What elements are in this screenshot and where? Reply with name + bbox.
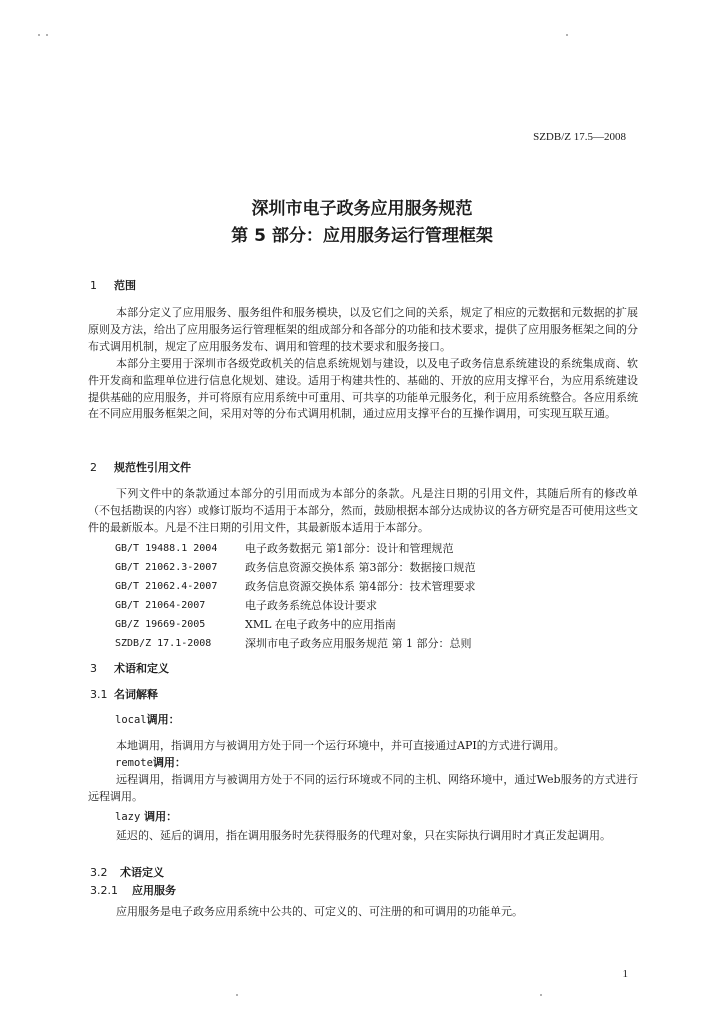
term-suffix: 调用：	[140, 810, 178, 823]
scan-speck	[566, 34, 568, 36]
term-remote-definition: 远程调用，指调用方与被调用方处于不同的运行环境或不同的主机、网络环境中，通过Web服务的方式进行远程调用。	[88, 773, 638, 803]
subsection-number: 3.2.1	[90, 884, 118, 897]
reference-item	[115, 615, 476, 634]
section-title: 规范性引用文件	[114, 461, 191, 474]
reference-code: SZDB/Z 17.1-2008	[115, 638, 212, 650]
scan-speck	[46, 34, 48, 36]
reference-item	[115, 577, 476, 596]
document-subtitle: 第 5 部分：应用服务运行管理框架	[231, 226, 493, 246]
page-number: 1	[622, 968, 628, 980]
reference-list	[115, 539, 476, 654]
term-lazy	[115, 808, 177, 824]
reference-code: GB/T 21064-2007	[115, 600, 206, 612]
document-title: 深圳市电子政务应用服务规范	[251, 199, 473, 219]
scope-paragraph-1: 本部分定义了应用服务、服务组件和服务模块，以及它们之间的关系，规定了相应的元数据和元数据的扩展原则及方法，给出了应用服务运行管理框架的组成部分和各部分的功能和技术要求，提供了应用服务框架之间的分布式调用机制，规定了应用服务发布、调用和管理的技术要求和服务接口。	[88, 306, 638, 353]
reference-title: 电子政务系统总体设计要求	[245, 599, 377, 613]
section-heading-references	[90, 459, 191, 475]
scan-speck	[38, 34, 40, 36]
term-latin: remote	[115, 757, 153, 769]
scan-speck	[236, 994, 238, 996]
section-title: 术语和定义	[114, 662, 169, 675]
subsection-title: 应用服务	[132, 884, 176, 897]
section-title: 范围	[114, 279, 136, 292]
reference-item	[115, 634, 476, 653]
reference-code: GB/T 21062.4-2007	[115, 581, 218, 593]
section-number: 1	[90, 279, 97, 292]
section-number: 2	[90, 461, 97, 474]
reference-code: GB/T 19488.1 2004	[115, 543, 218, 554]
section-heading-terms	[90, 660, 169, 676]
document-code: SZDB/Z 17.5—2008	[533, 131, 626, 143]
application-service-definition: 应用服务是电子政务应用系统中公共的、可定义的、可注册的和可调用的功能单元。	[116, 905, 523, 918]
reference-item	[115, 596, 476, 615]
term-latin: lazy	[115, 811, 141, 823]
subsection-number: 3.2	[90, 866, 108, 879]
references-paragraph: 下列文件中的条款通过本部分的引用而成为本部分的条款。凡是注日期的引用文件，其随后所有的修改单（不包括勘误的内容）或修订版均不适用于本部分，然而，鼓励根据本部分达成协议的各方研究是否可使用这些文件的最新版本。凡是不注日期的引用文件，其最新版本适用于本部分。	[88, 487, 638, 534]
subsection-heading-glossary	[90, 686, 158, 702]
term-remote	[115, 754, 186, 770]
scan-speck	[540, 994, 542, 996]
reference-title: 电子政务数据元 第1部分：设计和管理规范	[245, 542, 454, 555]
term-local	[115, 711, 180, 727]
term-lazy-definition: 延迟的、延后的调用，指在调用服务时先获得服务的代理对象，只在实际执行调用时才真正发起调用。	[116, 829, 611, 842]
subsection-title: 名词解释	[114, 688, 158, 701]
subsection-number: 3.1	[90, 688, 108, 701]
reference-title: 深圳市电子政务应用服务规范 第 1 部分：总则	[245, 637, 472, 651]
reference-title: 政务信息资源交换体系 第4部分：技术管理要求	[245, 580, 476, 594]
reference-code: GB/T 21062.3-2007	[115, 562, 218, 574]
term-suffix: 调用：	[152, 756, 186, 769]
subsection-title: 术语定义	[120, 866, 164, 879]
subsection-heading-application-service	[90, 882, 176, 898]
reference-item	[115, 539, 476, 558]
section-number: 3	[90, 662, 97, 675]
scope-paragraph-2: 本部分主要用于深圳市各级党政机关的信息系统规划与建设，以及电子政务信息系统建设的系统集成商、软件开发商和监理单位进行信息化规划、建设。适用于构建共性的、基础的、开放的应用支撑平台，为应用系统建设提供基础的应用服务，并可将原有应用系统中可重用、可共享的功能单元服务化，利于应用系统整合。各应用系统在不同应用服务框架之间，采用对等的分布式调用机制，通过应用支撑平台的互操作调用，可实现互联互通。	[88, 357, 638, 421]
term-latin: local	[115, 714, 147, 726]
subsection-heading-term-definitions	[90, 864, 164, 880]
term-suffix: 调用：	[146, 713, 180, 726]
reference-title: XML 在电子政务中的应用指南	[245, 618, 396, 632]
reference-item	[115, 558, 476, 577]
section-heading-scope	[90, 277, 136, 293]
term-local-definition: 本地调用，指调用方与被调用方处于同一个运行环境中，并可直接通过API的方式进行调用。	[116, 739, 565, 752]
reference-title: 政务信息资源交换体系 第3部分：数据接口规范	[245, 561, 476, 575]
reference-code: GB/Z 19669-2005	[115, 619, 206, 631]
